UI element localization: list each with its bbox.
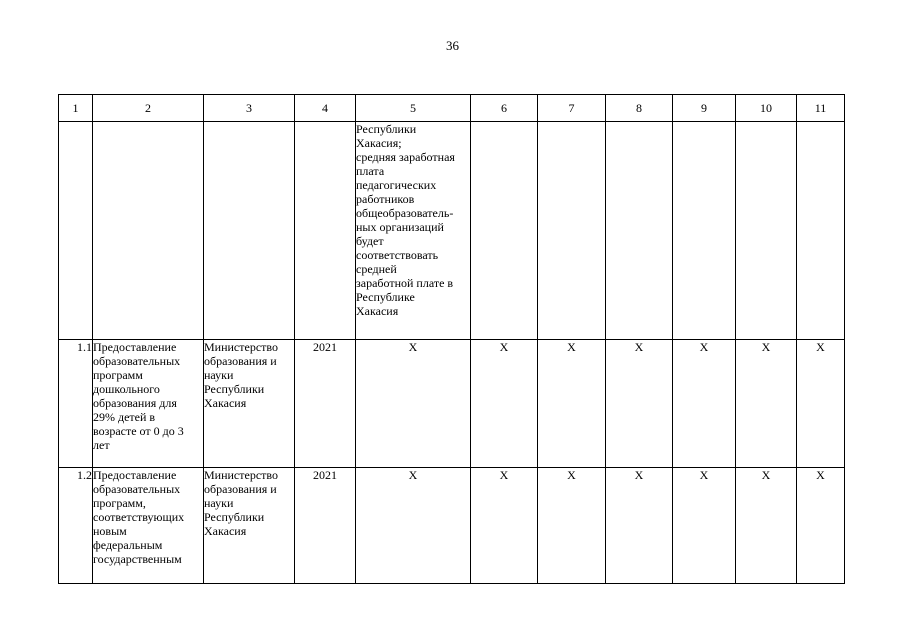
text-line: Республике <box>356 290 415 304</box>
mark-cell: X <box>538 340 606 468</box>
year-cell: 2021 <box>295 468 356 584</box>
text-line: Республики <box>204 382 265 396</box>
empty-cell <box>295 122 356 340</box>
empty-cell <box>471 122 538 340</box>
text-line: государственным <box>93 552 182 566</box>
mark-cell: X <box>606 468 673 584</box>
column-header: 10 <box>736 95 797 122</box>
text-line: Хакасия <box>356 304 399 318</box>
measure-name-cell <box>93 340 204 468</box>
text-line: образования и <box>204 354 277 368</box>
empty-cell <box>673 122 736 340</box>
empty-cell <box>797 122 845 340</box>
mark-cell: X <box>356 468 471 584</box>
empty-cell <box>736 122 797 340</box>
mark-cell: X <box>356 340 471 468</box>
column-header: 4 <box>295 95 356 122</box>
text-line: образования для <box>93 396 177 410</box>
text-line: 29% детей в <box>93 410 156 424</box>
text-line: будет <box>356 234 384 248</box>
text-line: заработной плате в <box>356 276 454 290</box>
text-line: программ, <box>93 496 146 510</box>
mark-cell: X <box>736 340 797 468</box>
empty-cell <box>204 122 295 340</box>
column-header: 11 <box>797 95 845 122</box>
column-header: 2 <box>93 95 204 122</box>
column-header: 8 <box>606 95 673 122</box>
text-line: Хакасия <box>204 396 247 410</box>
column-header: 3 <box>204 95 295 122</box>
year-cell: 2021 <box>295 340 356 468</box>
mark-cell: X <box>736 468 797 584</box>
text-line: науки <box>204 496 234 510</box>
text-line: работников <box>356 192 415 206</box>
text-line: программ <box>93 368 143 382</box>
text-line: Министерство <box>204 468 278 482</box>
text-line: Предоставление <box>93 468 177 482</box>
column-header: 9 <box>673 95 736 122</box>
mark-cell: X <box>673 340 736 468</box>
text-line: образования и <box>204 482 277 496</box>
text-line: Республики <box>356 122 417 136</box>
result-cell <box>356 122 471 340</box>
mark-cell: X <box>471 340 538 468</box>
mark-cell: X <box>673 468 736 584</box>
text-line: плата <box>356 164 385 178</box>
column-header: 7 <box>538 95 606 122</box>
executor-cell <box>204 468 295 584</box>
empty-cell <box>538 122 606 340</box>
text-line: соответствующих <box>93 510 185 524</box>
table-row <box>59 468 845 584</box>
text-line: федеральным <box>93 538 163 552</box>
text-line: педагогических <box>356 178 437 192</box>
text-line: общеобразователь- <box>356 206 454 220</box>
text-line: дошкольного <box>93 382 160 396</box>
empty-cell <box>606 122 673 340</box>
text-line: образовательных <box>93 482 181 496</box>
mark-cell: X <box>471 468 538 584</box>
text-line: ных организаций <box>356 220 444 234</box>
row-number: 1.2 <box>59 468 93 584</box>
empty-cell <box>59 122 93 340</box>
measure-name-cell <box>93 468 204 584</box>
column-header: 5 <box>356 95 471 122</box>
column-header: 6 <box>471 95 538 122</box>
row-number: 1.1 <box>59 340 93 468</box>
text-line: Министерство <box>204 340 278 354</box>
text-line: Республики <box>204 510 265 524</box>
text-line: Хакасия <box>204 524 247 538</box>
page-number: 36 <box>446 38 459 53</box>
table-row <box>59 340 845 468</box>
text-line: возрасте от 0 до 3 <box>93 424 184 438</box>
empty-cell <box>93 122 204 340</box>
mark-cell: X <box>797 468 845 584</box>
header-row <box>59 95 845 122</box>
data-table <box>58 94 845 584</box>
text-line: образовательных <box>93 354 181 368</box>
mark-cell: X <box>797 340 845 468</box>
column-header: 1 <box>59 95 93 122</box>
text-line: науки <box>204 368 234 382</box>
text-line: соответствовать <box>356 248 439 262</box>
text-line: средней <box>356 262 397 276</box>
text-line: средняя заработная <box>356 150 455 164</box>
text-line: новым <box>93 524 127 538</box>
continuation-row <box>59 122 845 340</box>
executor-cell <box>204 340 295 468</box>
text-line: лет <box>93 438 110 452</box>
text-line: Хакасия; <box>356 136 402 150</box>
mark-cell: X <box>538 468 606 584</box>
mark-cell: X <box>606 340 673 468</box>
text-line: Предоставление <box>93 340 177 354</box>
